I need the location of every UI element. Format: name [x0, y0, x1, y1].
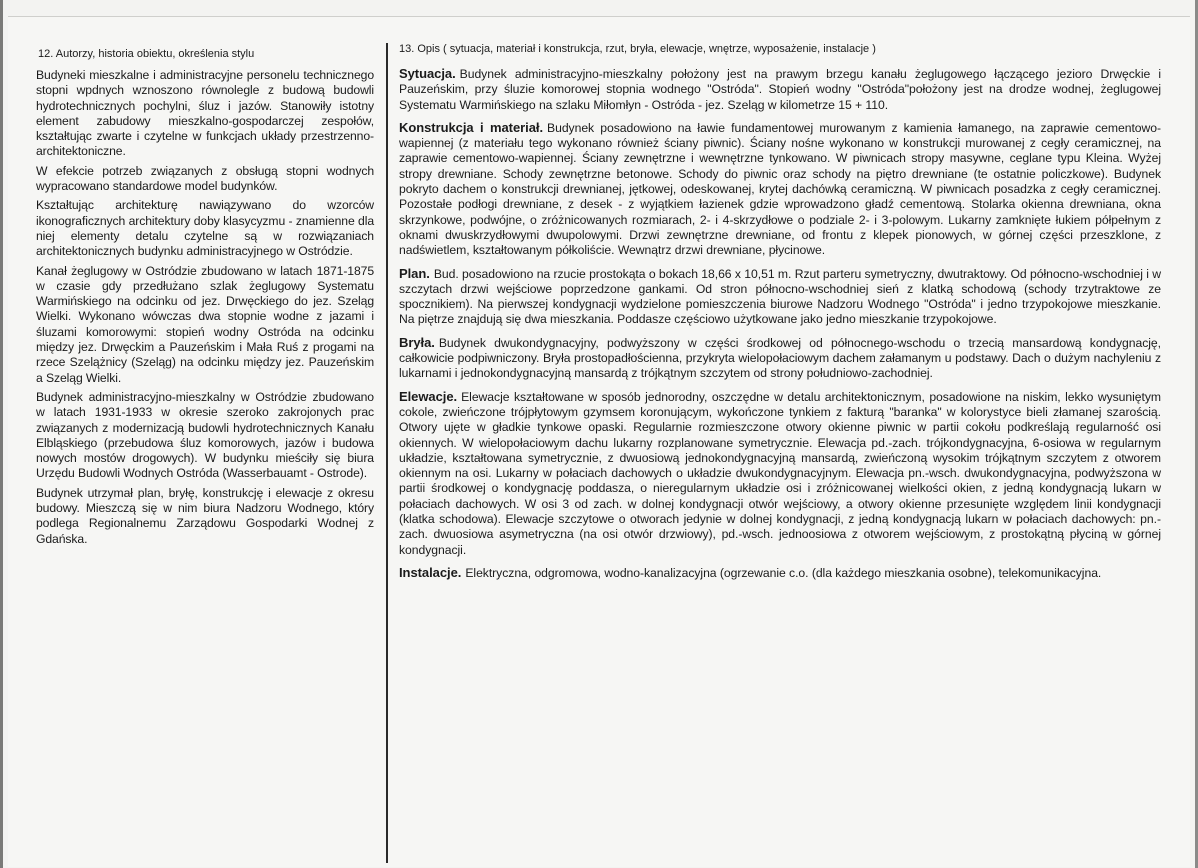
history-heading: 12. Autorzy, historia obiektu, określenia stylu	[38, 48, 255, 60]
section-label: Instalacje.	[399, 564, 462, 580]
section-sytuacja	[399, 66, 1161, 113]
section-label: Konstrukcja i materiał.	[399, 119, 544, 135]
page-left-edge	[0, 0, 3, 868]
description-heading: 13. Opis ( sytuacja, materiał i konstrukcja, rzut, bryła, elewacje, wnętrze, wyposażenie, instalacje )	[399, 43, 876, 55]
section-text: Budynek dwukondygnacyjny, podwyższony w części środkowej od północnego-wschodu o trzecią mansardową kondygnację, całkowicie podpiwniczony. Bryła prostopadłościenna, przykryta wielopołaciowym dachem załamanym u podstawy. Dach o dużym nachyleniu z lukarnami i jednokondygnacyjną mansardą z trójkątnym szczytem od strony południowo-zachodniej.	[399, 335, 1161, 381]
history-paragraph: Budynek utrzymał plan, bryłę, konstrukcję i elewacje z okresu budowy. Mieszczą się w nim biura Nadzoru Wodnego, który podlega Regionalnemu Zarządowu Gospodarki Wodnej z Gdańska.	[36, 485, 374, 546]
section-instalacje	[399, 565, 1161, 581]
section-konstrukcja	[399, 120, 1161, 259]
section-label: Bryła.	[399, 334, 435, 350]
history-paragraph: Kanał żeglugowy w Ostródzie zbudowano w latach 1871-1875 w czasie gdy przedłużano szlak żeglugowy Systematu Warmińskiego na odcinku od jez. Drwęckiego do jez. Szeląg Wielki. Wykonano wówczas dwa stopnie wodne z jazami i śluzami komorowymi: stopień wodny Ostróda na odcinku między jez. Drwęckim a Pauzeńskim i Mała Ruś z progami na rzece Szelążnicy (Szeląg) na odcinku między jez. Pauzeńskim a Szeląg Wielki.	[36, 263, 374, 385]
section-label: Sytuacja.	[399, 66, 456, 81]
history-paragraph: Budynek administracyjno-mieszkalny w Ostródzie zbudowano w latach 1931-1933 w okresie szeroko zakrojonych prac związanych z modernizacją budowli hydrotechnicznych Kanału Elbląskiego (przebudowa śluz komorowych, jazów i budowa nowych mostów drogowych). W budynku mieściły się biura Urzędu Budowli Wodnych Ostróda (Wasserbauamt - Ostrode).	[36, 389, 374, 481]
section-text: Budynek administracyjno-mieszkalny położony jest na prawym brzegu kanału żeglugowego łączącego jezioro Drwęckie i Pauzeńskim, przy śluzie komorowej stopnia wodnego "Ostróda". Stopień wodny "Ostróda"położony jest na drodze wodnej, żeglugowej Systematu Warmińskiego na szlaku Miłomłyn - Ostróda - jez. Szeląg w kilometrze 15 + 110.	[399, 67, 1161, 112]
section-label: Elewacje.	[399, 388, 458, 404]
section-label: Plan.	[399, 265, 430, 281]
section-text: Elektryczna, odgromowa, wodno-kanalizacyjna (ogrzewanie c.o. (dla każdego mieszkania osobne), telekomunikacyjna.	[465, 565, 1102, 580]
column-divider	[386, 43, 388, 863]
history-paragraph: Kształtując architekturę nawiązywano do wzorców ikonograficznych architektury doby klasycyzmu - znamienne dla niej elementy detalu czytelne są w rozwiązaniach architektonicznych budynku administracyjnego w Ostródzie.	[36, 198, 374, 259]
section-plan	[399, 266, 1161, 328]
section-text: Elewacje kształtowane w sposób jednorodny, oszczędne w detalu architektonicznym, posadowione na niskim, lekko wysuniętym cokole, zwieńczone trójpłytowym gzymsem koronującym, wykończone tynkiem z fakturą "baranka" w kolorystyce bieli złamanej szarością. Otwory ujęte w gładkie tynkowe opaski. Regularnie rozmieszczone otwory okienne piwnic w partii cokołu podkreślają regularność osi okiennych. W wielopołaciowym dachu lukarny rozplanowane symetrycznie. Elewacja pd.-zach. trójkondygnacyjna, 6-osiowa w regularnym układzie, kształtowana symetrycznie, z dwuosiową jednokondygnacyjną mansardą, zwieńczoną wysokim trójkątnym szczytem z otworem okiennym na osi. Lukarny w połaciach dachowych o układzie dwukondygnacyjnym. Elewacja pn.-wsch. dwukondygnacyjna, podwyższona w partii środkowej o kondygnację poddasza, o nieregularnym układzie osi i zróżnicowanej wielkości okien, z jedną kondygnacją lukarn w połaciach dachowych. W osi 3 od zach. w dolnej kondygnacji otwór wejściowy, a otwory okienne przesunięte względem linii kondygnacji (klatka schodowa). Elewacje szczytowe o otworach jedynie w dolnej kondygnacji, z jedną kondygnacją lukarn w połaciach dachowych: pn.-zach. dwuosiowa asymetryczna (na osi otwór drzwiowy), pd.-wsch. jednoosiowa z otworem wejściowym, z prostokątną płyciną w górnej kondygnacji.	[399, 389, 1161, 557]
section-elewacje	[399, 389, 1161, 558]
section-text: Budynek posadowiono na ławie fundamentowej murowanym z kamienia łamanego, na zaprawie cementowo-wapiennej (z materiału tego wykonano również ściany piwnic). Ściany nośne wykonano w konstrukcji murowanej z cegły ceramicznej, na zaprawie cementowo-wapiennej. Ściany zewnętrzne i wewnętrzne tynkowano. W piwnicach stropy masywne, ceglane typu Kleina. Wyżej stropy drewniane. Schody zewnętrzne betonowe. Schody do piwnic oraz schody na piętro drewniane (te ostatnie policzkowe). Budynek pokryto dachem o konstrukcji drewnianej, jętkowej, odeskowanej, krytej dachówką ceramiczną. W piwnicach posadzka z cegły ceramicznej. Pozostałe podłogi drewniane, z desek - z wyjątkiem łazienek gdzie wprowadzono gładź cementową. Stolarka okienna drewniana, okna skrzynkowe, podwójne, o zróżnicowanych rozmiarach, 2- i 4-skrzydłowe o podziale 2- i 3-polowym. Lukarny zamknięte łukiem półpełnym z oknami dwuskrzydłowymi dwupolowymi. Drzwi zewnętrzne drewniane, od frontu z klepek pionowych, w górnej części przeszklone, z nadświetlem, kształtowanym półkoliście. Wewnątrz drzwi drewniane, płycinowe.	[399, 120, 1162, 258]
history-column	[36, 48, 374, 551]
description-column	[399, 43, 1161, 588]
history-paragraph: W efekcie potrzeb związanych z obsługą stopni wodnych wypracowano standardowe model budynków.	[36, 163, 374, 194]
section-bryla	[399, 335, 1161, 382]
section-text: Bud. posadowiono na rzucie prostokąta o bokach 18,66 x 10,51 m. Rzut parteru symetryczny, dwutraktowy. Od północno-wschodniej i w szczytach drzwi wejściowe poprzedzone gankami. Od stron północno-wschodniej sień z klatką schodową (schody trzytraktowe ze spocznikiem). Na pierwszej kondygnacji wydzielone pomieszczenia biurowe Nadzoru Wodnego "Ostróda" i jedno trzypokojowe mieszkanie. Na piętrze znajdują się dwa mieszkania. Poddasze częściowo użytkowane jako jedno mieszkanie trzypokojowe.	[399, 266, 1161, 327]
history-paragraph: Budyneki mieszkalne i administracyjne personelu technicznego stopni wpdnych wznoszono równolegle z budową budowli hydrotechnicznych pochylni, śluz i jazów. Stanowiły istotny element zabudowy mieszkalno-gospodarczej zespołów, kształtując zwarte i czytelne w funkcjach układy przestrzenno-architektoniczne.	[36, 68, 374, 159]
